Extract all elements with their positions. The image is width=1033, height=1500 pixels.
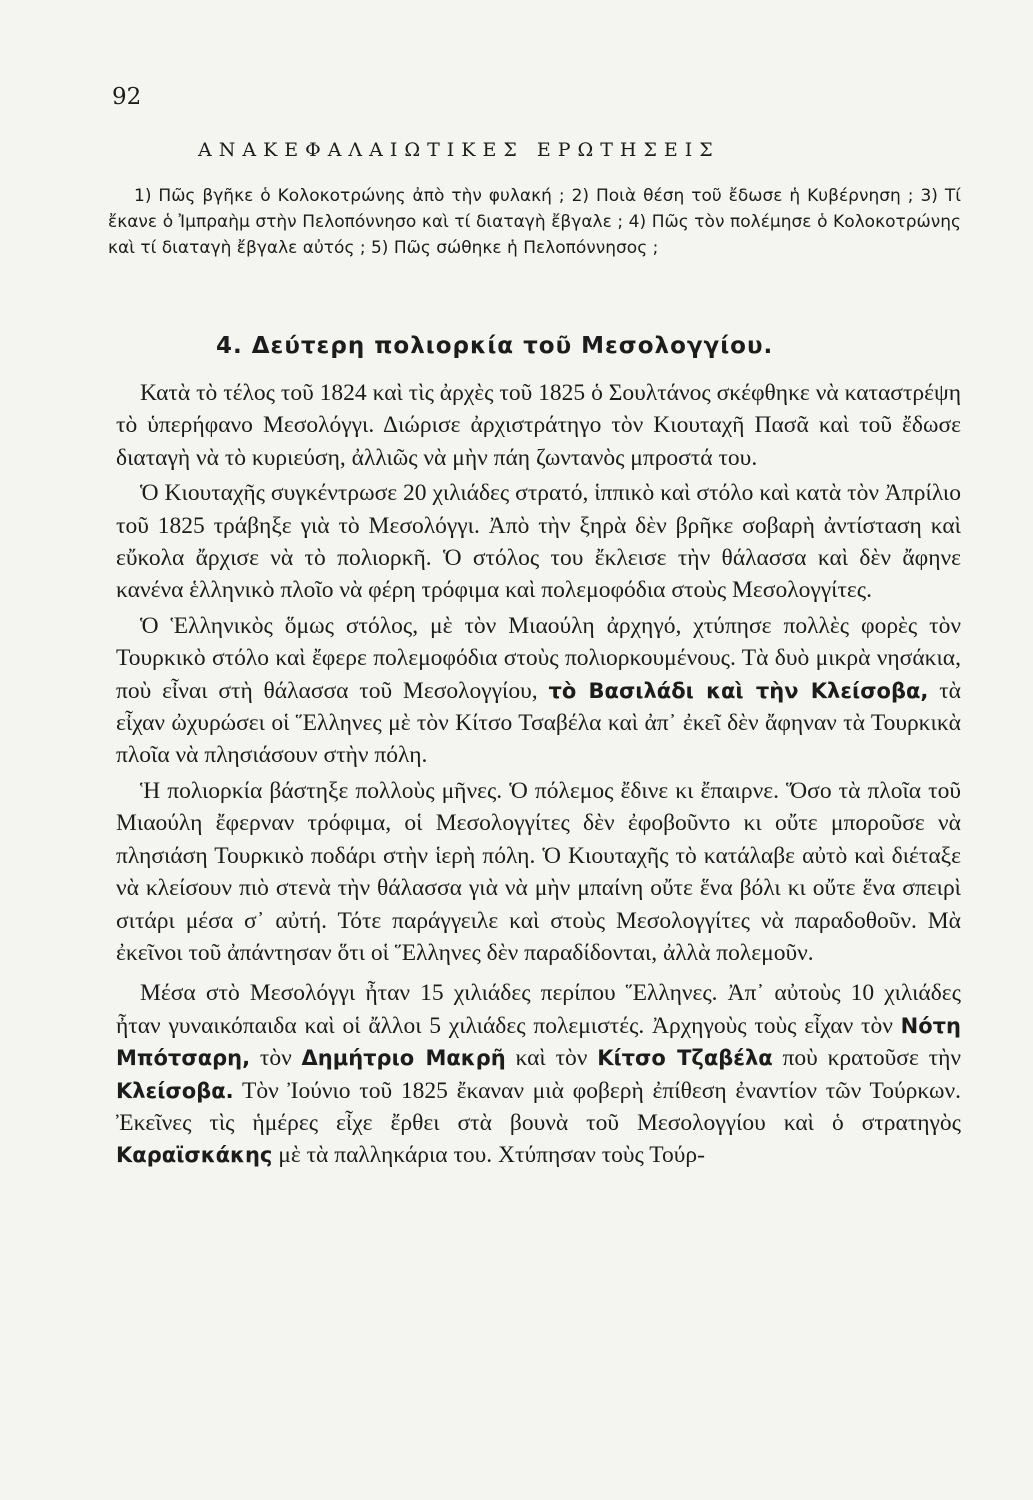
review-questions: 1) Πῶς βγῆκε ὁ Κολοκοτρώνης ἀπὸ τὴν φυλακή ; 2) Ποιὰ θέση τοῦ ἔδωσε ἡ Κυβέρνηση ; 3) Τί ἔκανε ὁ Ἰμπραὴμ στὴν Πελοπόννησο καὶ τί διαταγὴ ἔβγαλε ; 4) Πῶς τὸν πολέμησε ὁ Κολοκοτρώνης καὶ τί διαταγὴ ἔβγαλε αὐτός ; 5) Πῶς σώθηκε ἡ Πελοπόννησος ; xyxy=(108,186,961,258)
paragraph-1: Κατὰ τὸ τέλος τοῦ 1824 καὶ τὶς ἀρχὲς τοῦ 1825 ὁ Σουλτάνος σκέφθηκε νὰ καταστρέψη τὸ ὑπερήφανο Μεσολόγγι. Διώρισε ἀρχιστράτηγο τὸν Κιουταχῆ Πασᾶ καὶ τοῦ ἔδωσε διαταγὴ νὰ τὸ κυριεύση, ἀλλιῶς νὰ μὴν πάη ζωντανὸς μπροστά του. xyxy=(116,380,961,471)
paragraph-5 xyxy=(116,977,961,1171)
paragraph-3-text-a: Ὁ Ἑλληνικὸς ὅμως στόλος, μὲ τὸν Μιαούλη ἀρχηγό, χτύπησε πολλὲς φορὲς τὸν Τουρκικὸ στόλο καὶ ἔφερε πολεμοφόδια στοὺς πολιορκουμένους. Τὰ δυὸ μικρὰ νησάκια, ποὺ εἶναι στὴ θάλασσα τοῦ Μεσολογγίου, xyxy=(116,612,961,704)
paragraph-5-text-a: Μέσα στὸ Μεσολόγγι ἦταν 15 χιλιάδες περίπου Ἕλληνες. Ἀπ᾿ αὐτοὺς 10 χιλιάδες ἦταν γυναικόπαιδα καὶ οἱ ἄλλοι 5 χιλιάδες πολεμιστές. Ἀρχηγοὺς τοὺς εἶχαν τὸν xyxy=(116,980,961,1039)
paragraph-5-text-k: μὲ τὰ παλληκάρια του. Χτύπησαν τοὺς Τούρ- xyxy=(272,1142,705,1169)
paragraph-5-text-e: καὶ τὸν xyxy=(505,1045,598,1072)
name-notis-botsaris: Νότη Μπότσαρη, xyxy=(116,1013,961,1071)
name-dimitrios-makris: Δημήτριο Μακρῆ xyxy=(301,1046,506,1071)
lesson-title: 4. Δεύτερη πολιορκία τοῦ Μεσολογγίου. xyxy=(216,333,774,359)
place-kleisova: Κλείσοβα. xyxy=(116,1078,234,1103)
paragraph-4: Ἡ πολιορκία βάστηξε πολλοὺς μῆνες. Ὁ πόλεμος ἔδινε κι ἔπαιρνε. Ὅσο τὰ πλοῖα τοῦ Μιαούλη ἔφερναν τρόφιμα, οἱ Μεσολογγίτες δὲν ἐφοβοῦντο κι οὔτε μποροῦσε νὰ πλησιάση Τουρκικὸ ποδάρι στὴν ἱερὴ πόλη. Ὁ Κιουταχῆς τὸ κατάλαβε αὐτὸ καὶ διέταξε νὰ κλείσουν πιὸ στενὰ τὴν θάλασσα γιὰ νὰ μὴν μπαίνη οὔτε ἕνα βόλι κι οὔτε ἕνα σπειρὶ σιτάρι μέσα σ᾿ αὐτή. Τότε παράγγειλε καὶ στοὺς Μεσολογγίτες νὰ παραδοθοῦν. Μὰ ἐκεῖνοι τοῦ ἀπάντησαν ὅτι οἱ Ἕλληνες δὲν παραδίδονται, ἀλλὰ πολεμοῦν. xyxy=(116,777,961,966)
review-questions-heading: ΑΝΑΚΕΦΑΛΑΙΩΤΙΚΕΣ ΕΡΩΤΗΣΕΙΣ xyxy=(198,139,720,161)
paragraph-3-text-c: τὰ εἶχαν ὠχυρώσει οἱ Ἕλληνες μὲ τὸν Κίτσο Τσαβέλα καὶ ἀπ᾿ ἐκεῖ δὲν ἄφηναν τὰ Τουρκικὰ πλοῖα νὰ πλησιάσουν στὴν πόλη. xyxy=(116,677,961,769)
paragraph-2: Ὁ Κιουταχῆς συγκέντρωσε 20 χιλιάδες στρατό, ἱππικὸ καὶ στόλο καὶ κατὰ τὸν Ἀπρίλιο τοῦ 1825 τράβηξε γιὰ τὸ Μεσολόγγι. Ἀπὸ τὴν ξηρὰ δὲν βρῆκε σοβαρὴ ἀντίσταση καὶ εὔκολα ἄρχισε νὰ τὸ πολιορκῆ. Ὁ στόλος του ἔκλεισε τὴν θάλασσα καὶ δὲν ἄφηνε κανένα ἑλληνικὸ πλοῖο νὰ φέρη τρόφιμα καὶ πολεμοφόδια στοὺς Μεσολογγίτες. xyxy=(116,480,961,604)
name-kitsos-tzavelas: Κίτσο Τζαβέλα xyxy=(597,1046,773,1071)
paragraph-5-text-g: ποὺ κρατοῦσε τὴν xyxy=(772,1045,961,1072)
name-karaiskakis: Καραϊσκάκης xyxy=(116,1143,273,1168)
paragraph-5-text-i: Τὸν Ἰούνιο τοῦ 1825 ἔκαναν μιὰ φοβερὴ ἐπίθεση ἐναντίον τῶν Τούρκων. Ἐκεῖνες τὶς ἡμέρες εἶχε ἔρθει στὰ βουνὰ τοῦ Μεσολογγίου καὶ ὁ στρατηγὸς xyxy=(116,1077,961,1136)
lesson-body xyxy=(116,377,961,1175)
islands-names-bold: τὸ Βασιλάδι καὶ τὴν Κλείσοβα, xyxy=(548,678,929,703)
paragraph-3 xyxy=(116,610,961,772)
page-number: 92 xyxy=(112,84,142,110)
paragraph-5-text-c: τὸν xyxy=(250,1045,302,1072)
